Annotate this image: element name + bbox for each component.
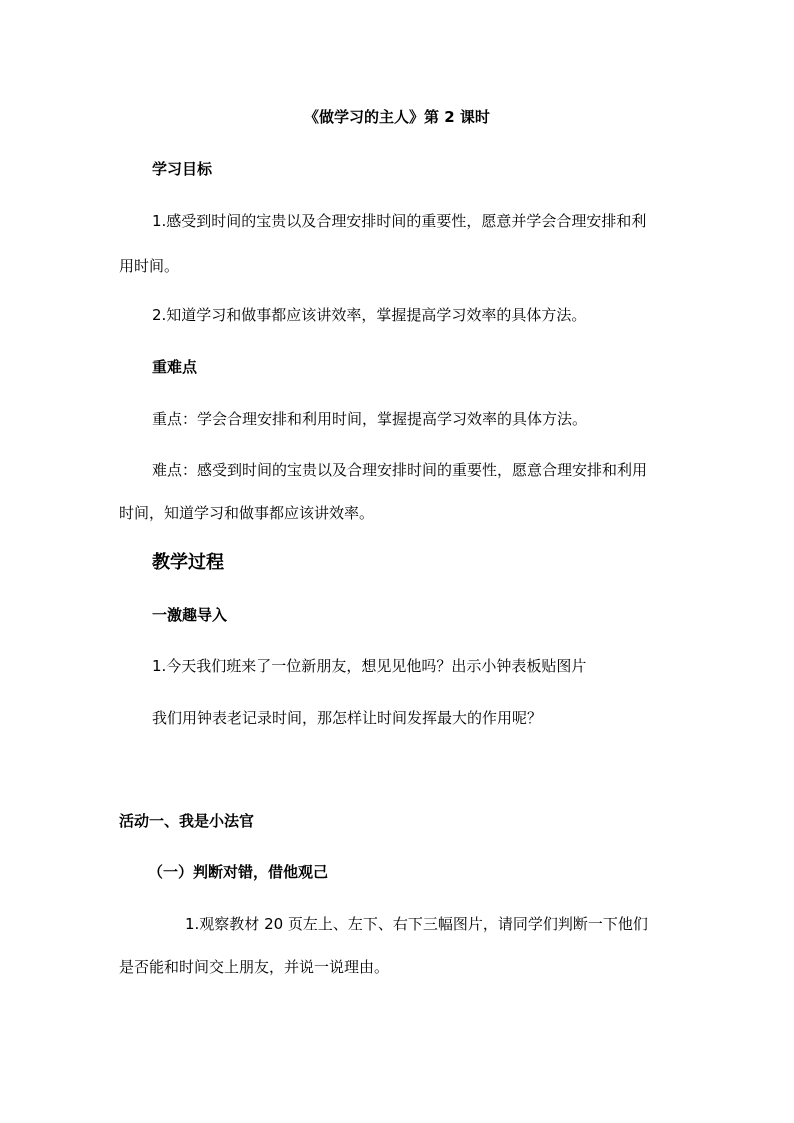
intro-item-1: 1.今天我们班来了一位新朋友，想见见他吗？出示小钟表板贴图片 (152, 657, 587, 675)
sub-1-heading: （一）判断对错，借他观己 (148, 863, 329, 881)
difficulty-line-1: 难点：感受到时间的宝贵以及合理安排时间的重要性，愿意合理安排和利用 (152, 461, 648, 479)
sub-1-item-1-line-2: 是否能和时间交上朋友，并说一说理由。 (119, 958, 390, 976)
document-title: 《做学习的主人》第 2 课时 (304, 108, 490, 126)
keypoints-heading: 重难点 (152, 358, 198, 376)
objective-1-line-2: 用时间。 (119, 257, 180, 275)
objectives-heading: 学习目标 (152, 160, 213, 178)
objective-2: 2.知道学习和做事都应该讲效率，掌握提高学习效率的具体方法。 (152, 306, 587, 324)
intro-heading: 一激趣导入 (152, 606, 228, 624)
objective-1-line-1: 1.感受到时间的宝贵以及合理安排时间的重要性，愿意并学会合理安排和利 (152, 212, 647, 230)
process-heading: 教学过程 (152, 552, 224, 573)
key-point: 重点：学会合理安排和利用时间，掌握提高学习效率的具体方法。 (152, 410, 588, 428)
difficulty-line-2: 时间，知道学习和做事都应该讲效率。 (119, 504, 375, 522)
activity-1-heading: 活动一、我是小法官 (119, 812, 255, 830)
sub-1-item-1-line-1: 1.观察教材 20 页左上、左下、右下三幅图片，请同学们判断一下他们 (185, 915, 648, 933)
intro-item-2: 我们用钟表老记录时间，那怎样让时间发挥最大的作用呢？ (152, 709, 543, 727)
